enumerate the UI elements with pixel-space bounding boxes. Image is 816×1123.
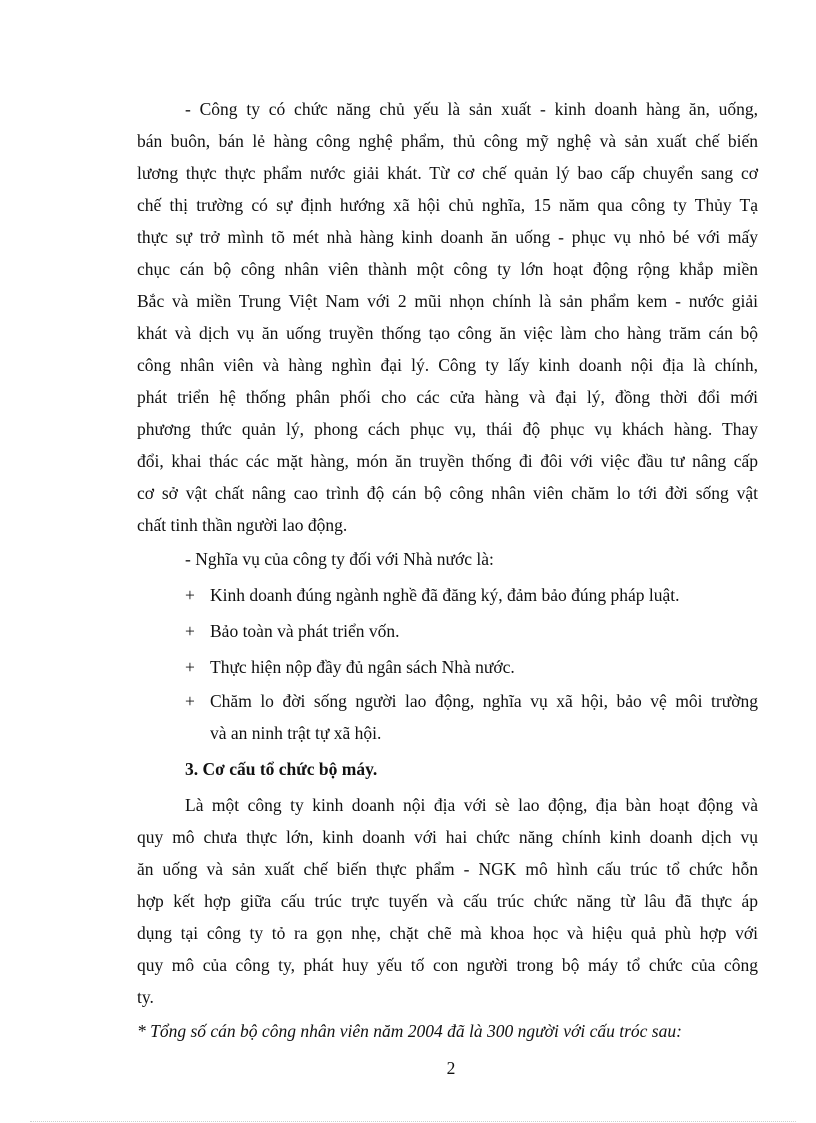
obligation-item: Kinh doanh đúng ngành nghề đã đăng ký, đảm bảo đúng pháp luật. [210,585,680,605]
bullet-plus: + [185,657,195,677]
paragraph-line: thực sự trở mình tõ mét nhà hàng kinh doanh ăn uống - phục vụ nhỏ bé với mấy [137,227,758,247]
obligation-item: Chăm lo đời sống người lao động, nghĩa vụ xã hội, bảo vệ môi trường [210,691,758,711]
paragraph-line: chế thị trường có sự định hướng xã hội chủ nghĩa, 15 năm qua công ty Thủy Tạ [137,195,758,215]
paragraph-line: cơ sở vật chất nâng cao trình độ cán bộ công nhân viên chăm lo tới đời sống vật [137,483,758,503]
paragraph-line: ty. [137,987,154,1007]
paragraph-line: chục cán bộ công nhân viên thành một công ty lớn hoạt động rộng khắp miền [137,259,758,279]
paragraph-line: Là một công ty kinh doanh nội địa với sè lao động, địa bàn hoạt động và [185,795,758,815]
bullet-plus: + [185,585,195,605]
paragraph-line: lương thực thực phẩm nước giải khát. Từ cơ chế quản lý bao cấp chuyển sang cơ [137,163,758,183]
obligation-item: Thực hiện nộp đầy đủ ngân sách Nhà nước. [210,657,515,677]
page-bottom-divider [30,1121,796,1122]
paragraph-line: quy mô của công ty, phát huy yếu tố con người trong bộ máy tổ chức của công [137,955,758,975]
paragraph-line: Bắc và miền Trung Việt Nam với 2 mũi nhọn chính là sản phẩm kem - nước giải [137,291,758,311]
obligation-item: Bảo toàn và phát triển vốn. [210,621,400,641]
paragraph-line: đổi, khai thác các mặt hàng, món ăn truyền thống đi đôi với việc đầu tư nâng cấp [137,451,758,471]
paragraph-line: công nhân viên và hàng nghìn đại lý. Công ty lấy kinh doanh nội địa là chính, [137,355,758,375]
paragraph-line: phát triển hệ thống phân phối cho các cửa hàng và đại lý, đồng thời đổi mới [137,387,758,407]
section-heading: 3. Cơ cấu tổ chức bộ máy. [185,759,378,779]
obligations-intro: - Nghĩa vụ của công ty đối với Nhà nước là: [185,549,494,569]
paragraph-line: - Công ty có chức năng chủ yếu là sản xuất - kinh doanh hàng ăn, uống, [185,99,758,119]
paragraph-line: hợp kết hợp giữa cấu trúc trực tuyến và cấu trúc chức năng từ lâu đã thực áp [137,891,758,911]
paragraph-line: ăn uống và sản xuất chế biến thực phẩm - NGK mô hình cấu trúc tổ chức hỗn [137,859,758,879]
paragraph-line: dụng tại công ty tỏ ra gọn nhẹ, chặt chẽ mà khoa học và hiệu quả phù hợp với [137,923,758,943]
bullet-plus: + [185,691,195,711]
paragraph-line: chất tinh thần người lao động. [137,515,348,535]
paragraph-line: bán buôn, bán lẻ hàng công nghệ phẩm, thủ công mỹ nghệ và sản xuất chế biến [137,131,758,151]
bullet-plus: + [185,621,195,641]
page-number: 2 [446,1058,456,1078]
obligation-item-continuation: và an ninh trật tự xã hội. [210,723,382,743]
staff-note: * Tổng số cán bộ công nhân viên năm 2004 đã là 300 người với cấu tróc sau: [137,1021,682,1041]
paragraph-line: phương thức quản lý, phong cách phục vụ, thái độ phục vụ khách hàng. Thay [137,419,758,439]
paragraph-line: quy mô chưa thực lớn, kinh doanh với hai chức năng chính kinh doanh dịch vụ [137,827,758,847]
paragraph-line: khát và dịch vụ ăn uống truyền thống tạo công ăn việc làm cho hàng trăm cán bộ [137,323,758,343]
